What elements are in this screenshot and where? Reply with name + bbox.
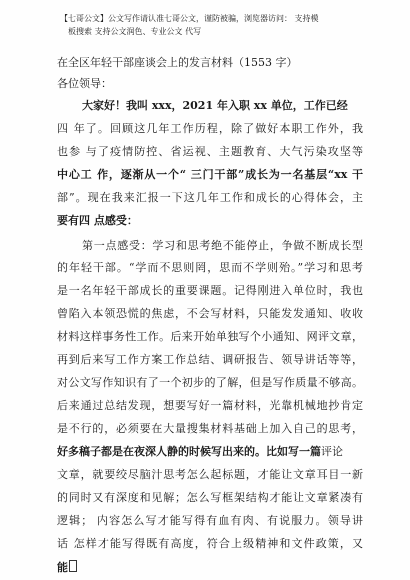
p2-line-11: 文章，就要绞尽脑汁思考怎么起标题，才能让文章耳目一新 bbox=[57, 468, 363, 481]
salutation: 各位领导： bbox=[57, 77, 112, 90]
p2-line-10 bbox=[57, 445, 363, 459]
p2-line-15 bbox=[57, 560, 363, 574]
p2-line-2: 的年轻干部。“学而不思则罔，思而不学则殆。”学习和思考 bbox=[57, 261, 363, 274]
p2-line-10-bold: 好多稿子都是在夜深人静的时候写出来的。比如写一篇 bbox=[57, 445, 321, 458]
p2-line-3: 是一名年轻干部成长的重要课题。记得刚进入单位时，我也 bbox=[57, 284, 363, 297]
page-header-watermark bbox=[60, 12, 380, 38]
p2-line-5: 材料这样事务性工作。后来开始单独写个小通知、网评文章， bbox=[57, 330, 363, 343]
p1-line-5: 部”。现在我来汇报一下这几年工作和成长的心得体会，主 bbox=[57, 191, 363, 204]
p2-line-7: 对公文写作知识有了一个初步的了解，但是写作质量不够高。 bbox=[57, 376, 363, 389]
p1-line-2: 四 年了。回顾这几年工作历程，除了做好本职工作外，我 bbox=[57, 122, 363, 135]
document-title: 在全区年轻干部座谈会上的发言材料（1553 字） bbox=[57, 56, 298, 69]
p1-line-3: 也参 与了疫情防控、省运视、主题教育、大气污染攻坚等 bbox=[57, 145, 363, 158]
p2-line-14: 话 怎样才能写得既有高度，符合上级精神和文件政策，又 bbox=[57, 537, 363, 550]
p2-line-13: 逻辑； 内容怎么写才能写得有血有肉、有说服力。领导讲 bbox=[57, 514, 363, 527]
p2-line-9: 是不行的，必须要在大量搜集材料基础上加入自己的思考， bbox=[57, 422, 363, 435]
p1-line-4: 中心工 作，逐渐从一个“ 三门干部”成长为一名基层“xx 干 bbox=[57, 168, 363, 181]
header-line-2: 板搜索 支持公文润色、专业公文 代写 bbox=[68, 27, 202, 36]
p2-line-8: 后来通过总结发现，想要写好一篇材料，光靠机械地抄肯定 bbox=[57, 399, 363, 412]
p2-line-6: 再到后来写工作方案工作总结、调研报告、领导讲话等等， bbox=[57, 353, 363, 366]
missing-glyph-icon bbox=[69, 560, 77, 572]
p1-line-6: 要有四 点感受： bbox=[57, 214, 138, 227]
p2-line-15-text: 能 bbox=[57, 561, 68, 574]
p2-line-1: 第一点感受：学习和思考绝不能停止，争做不断成长型 bbox=[82, 239, 363, 252]
p2-line-4: 曾陷入本领恐慌的焦虑，不会写材料，只能发发通知、收收 bbox=[57, 307, 363, 320]
p2-line-12: 的同时又有深度和见解；怎么写框架结构才能让文章紧凑有 bbox=[57, 491, 363, 504]
header-line-1: 【七哥公文】公文写作请认准七哥公文，谨防被骗，浏览器访问： 支持模 bbox=[60, 14, 319, 23]
p1-line-1: 大家好！我叫 xxx，2021 年入职 xx 单位，工作已经 bbox=[82, 99, 348, 112]
p2-line-10-rest: 评论 bbox=[321, 445, 343, 458]
